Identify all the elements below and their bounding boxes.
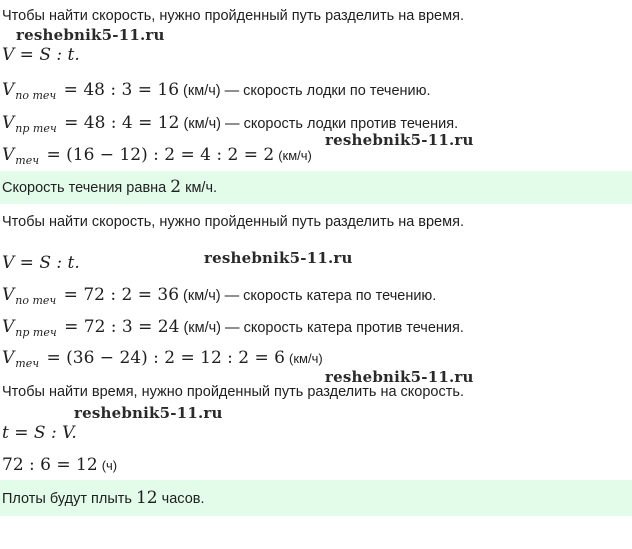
watermark: reshebnik5-11.ru — [204, 249, 353, 267]
answer-text-2: Плоты будут плыть 12 часов. — [2, 488, 205, 508]
watermark: reshebnik5-11.ru — [16, 26, 165, 44]
formula-rhs: S : t. — [39, 45, 80, 65]
unit: (км/ч) — [289, 351, 323, 366]
equation: = 72 : 2 = 36 — [58, 285, 180, 305]
formula-rhs: S : t. — [39, 253, 80, 273]
var-subscript: теч — [15, 357, 40, 370]
var-v: V — [2, 348, 15, 368]
var-v: V — [2, 145, 15, 165]
var-subscript: пр теч — [15, 122, 57, 135]
var-subscript: по теч — [15, 294, 57, 307]
unit: (км/ч) — [278, 148, 312, 163]
explanation: — скорость лодки против течения. — [225, 116, 459, 132]
var-subscript: пр теч — [15, 326, 57, 339]
downstream-speed-line-1 — [2, 80, 431, 106]
unit: (ч) — [101, 458, 118, 473]
var-subscript: теч — [15, 154, 40, 167]
time-calc-line — [2, 455, 117, 476]
current-speed-line-1 — [2, 145, 312, 171]
upstream-speed-line-2 — [2, 317, 464, 343]
watermark: reshebnik5-11.ru — [325, 368, 474, 386]
formula-rhs: S : V. — [33, 423, 77, 443]
equation: = 48 : 3 = 16 — [58, 80, 180, 100]
formula-lhs: V — [2, 45, 15, 65]
answer-text-1: Скорость течения равна 2 км/ч. — [2, 177, 218, 197]
equation: = (36 − 24) : 2 = 12 : 2 = 6 — [41, 348, 285, 368]
formula-lhs: V — [2, 253, 15, 273]
rule-text-3: Чтобы найти время, нужно пройденный путь разделить на скорость. — [2, 384, 464, 400]
var-v: V — [2, 285, 15, 305]
unit: (км/ч) — [183, 288, 221, 304]
var-subscript: по теч — [15, 89, 57, 102]
formula-speed-1: V = S : t. — [2, 45, 80, 65]
var-v: V — [2, 317, 15, 337]
equation: = 48 : 4 = 12 — [58, 113, 180, 133]
unit: (км/ч) — [183, 116, 222, 132]
formula-lhs: t — [2, 423, 9, 443]
explanation: — скорость катера против течения. — [225, 320, 464, 336]
unit: (км/ч) — [183, 83, 221, 99]
explanation: — скорость катера по течению. — [224, 288, 437, 304]
formula-speed-2: V = S : t. — [2, 253, 80, 273]
watermark: reshebnik5-11.ru — [74, 404, 223, 422]
downstream-speed-line-2 — [2, 285, 436, 311]
answer-value: 2 — [170, 177, 182, 197]
unit: (км/ч) — [183, 320, 222, 336]
var-v: V — [2, 113, 15, 133]
answer-value: 12 — [135, 488, 158, 508]
equation: = 72 : 3 = 24 — [58, 317, 180, 337]
current-speed-line-2 — [2, 348, 323, 374]
equation: 72 : 6 = 12 — [2, 455, 98, 475]
explanation: — скорость лодки по течению. — [224, 83, 431, 99]
watermark: reshebnik5-11.ru — [325, 131, 474, 149]
rule-text-2: Чтобы найти скорость, нужно пройденный путь разделить на время. — [2, 214, 464, 230]
formula-time: t = S : V. — [2, 423, 77, 443]
rule-text-1: Чтобы найти скорость, нужно пройденный путь разделить на время. — [2, 8, 464, 24]
var-v: V — [2, 80, 15, 100]
equation: = (16 − 12) : 2 = 4 : 2 = 2 — [41, 145, 275, 165]
